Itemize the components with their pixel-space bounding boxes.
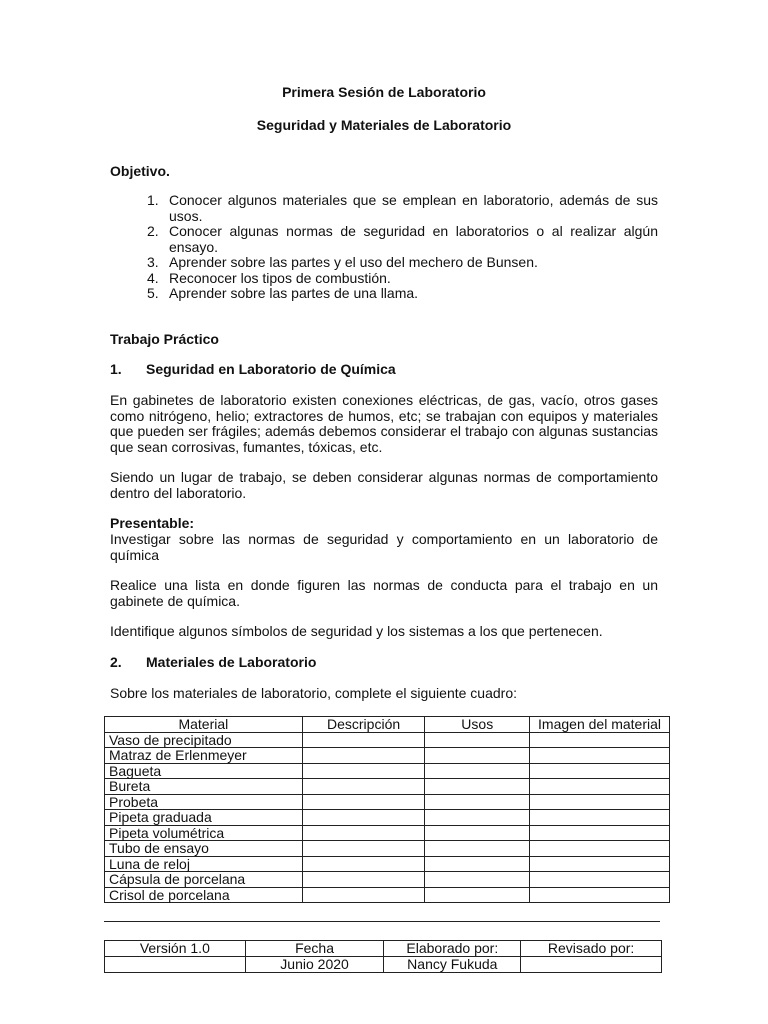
image-cell (530, 779, 670, 795)
practical-heading: Trabajo Práctico (110, 331, 219, 347)
uses-cell (425, 732, 530, 748)
table-row (105, 856, 670, 872)
image-cell (530, 794, 670, 810)
description-cell (302, 732, 425, 748)
document-subtitle: Seguridad y Materiales de Laboratorio (256, 117, 512, 133)
material-name: Pipeta graduada (105, 810, 303, 826)
description-cell (302, 794, 425, 810)
description-cell (302, 872, 425, 888)
objective-list (110, 193, 658, 302)
description-cell (302, 763, 425, 779)
material-name: Matraz de Erlenmeyer (105, 748, 303, 764)
material-name: Tubo de ensayo (105, 841, 303, 857)
table-row (105, 779, 670, 795)
table-header-cell: Material (105, 717, 303, 733)
image-cell (530, 872, 670, 888)
description-cell (302, 825, 425, 841)
description-cell (302, 779, 425, 795)
section2-number: 2. (110, 654, 122, 670)
list-item: 1. Conocer algunos materiales que se emplean en laboratorio, además de sus usos. (147, 192, 658, 224)
material-name: Cápsula de porcelana (105, 872, 303, 888)
table-row (105, 763, 670, 779)
table-row (105, 872, 670, 888)
image-cell (530, 841, 670, 857)
material-name: Probeta (105, 794, 303, 810)
version-label: Versión 1.0 (105, 941, 246, 957)
image-cell (530, 825, 670, 841)
table-header-cell: Imagen del material (530, 717, 670, 733)
image-cell (530, 887, 670, 903)
description-cell (302, 887, 425, 903)
list-item: 3. Aprender sobre las partes y el uso del mechero de Bunsen. (147, 254, 538, 270)
presentable-label: Presentable: (110, 515, 195, 531)
section1-paragraph-2: Siendo un lugar de trabajo, se deben considerar algunas normas de comportamiento dentro del laboratorio. (110, 469, 658, 501)
version-value (105, 957, 246, 973)
material-name: Crisol de porcelana (105, 887, 303, 903)
section1-number: 1. (110, 361, 122, 377)
material-name: Vaso de precipitado (105, 732, 303, 748)
table-row (105, 825, 670, 841)
date-label: Fecha (245, 941, 384, 957)
presentable-text: Investigar sobre las normas de seguridad y comportamiento en un laboratorio de química (110, 531, 658, 563)
material-name: Bureta (105, 779, 303, 795)
footer-table (104, 940, 662, 973)
material-name: Pipeta volumétrica (105, 825, 303, 841)
image-cell (530, 763, 670, 779)
uses-cell (425, 763, 530, 779)
image-cell (530, 748, 670, 764)
image-cell (530, 856, 670, 872)
author-label: Elaborado por: (384, 941, 521, 957)
description-cell (302, 856, 425, 872)
materials-table (104, 716, 670, 903)
footer-value-row (105, 957, 662, 973)
footer-header-row (105, 941, 662, 957)
footer-divider (104, 921, 660, 922)
list-item: 5. Aprender sobre las partes de una llama. (147, 285, 419, 301)
material-name: Bagueta (105, 763, 303, 779)
table-row (105, 810, 670, 826)
table-row (105, 841, 670, 857)
section1-paragraph-1: En gabinetes de laboratorio existen conexiones eléctricas, de gas, vacío, otros gases como nitrógeno, helio; extractores de humos, etc; se trabajan con equipos y materiales que pueden ser frágiles; además debemos considerar el trabajo con algunas sustancias que sean corrosivas, fumantes, tóxicas, etc. (110, 392, 658, 455)
table-header-row (105, 717, 670, 733)
list-item: 2. Conocer algunas normas de seguridad en laboratorios o al realizar algún ensayo. (147, 223, 658, 255)
table-header-cell: Descripción (302, 717, 425, 733)
table-header-cell: Usos (425, 717, 530, 733)
uses-cell (425, 872, 530, 888)
reviewer-value (521, 957, 662, 973)
section2-title: Materiales de Laboratorio (146, 654, 317, 670)
table-row (105, 748, 670, 764)
description-cell (302, 748, 425, 764)
description-cell (302, 841, 425, 857)
reviewer-label: Revisado por: (521, 941, 662, 957)
table-row (105, 887, 670, 903)
objective-heading: Objetivo. (110, 163, 170, 179)
uses-cell (425, 887, 530, 903)
uses-cell (425, 810, 530, 826)
uses-cell (425, 841, 530, 857)
uses-cell (425, 779, 530, 795)
author-value: Nancy Fukuda (384, 957, 521, 973)
date-value: Junio 2020 (245, 957, 384, 973)
material-name: Luna de reloj (105, 856, 303, 872)
section2-intro: Sobre los materiales de laboratorio, complete el siguiente cuadro: (110, 685, 518, 701)
document-title: Primera Sesión de Laboratorio (282, 84, 486, 100)
table-row (105, 794, 670, 810)
list-item: 4. Reconocer los tipos de combustión. (147, 269, 391, 286)
image-cell (530, 732, 670, 748)
description-cell (302, 810, 425, 826)
table-row (105, 732, 670, 748)
image-cell (530, 810, 670, 826)
section1-title: Seguridad en Laboratorio de Química (146, 361, 396, 377)
uses-cell (425, 794, 530, 810)
uses-cell (425, 825, 530, 841)
uses-cell (425, 856, 530, 872)
section1-paragraph-3: Realice una lista en donde figuren las normas de conducta para el trabajo en un gabinete de química. (110, 577, 658, 609)
section1-paragraph-4: Identifique algunos símbolos de seguridad y los sistemas a los que pertenecen. (110, 623, 603, 639)
uses-cell (425, 748, 530, 764)
